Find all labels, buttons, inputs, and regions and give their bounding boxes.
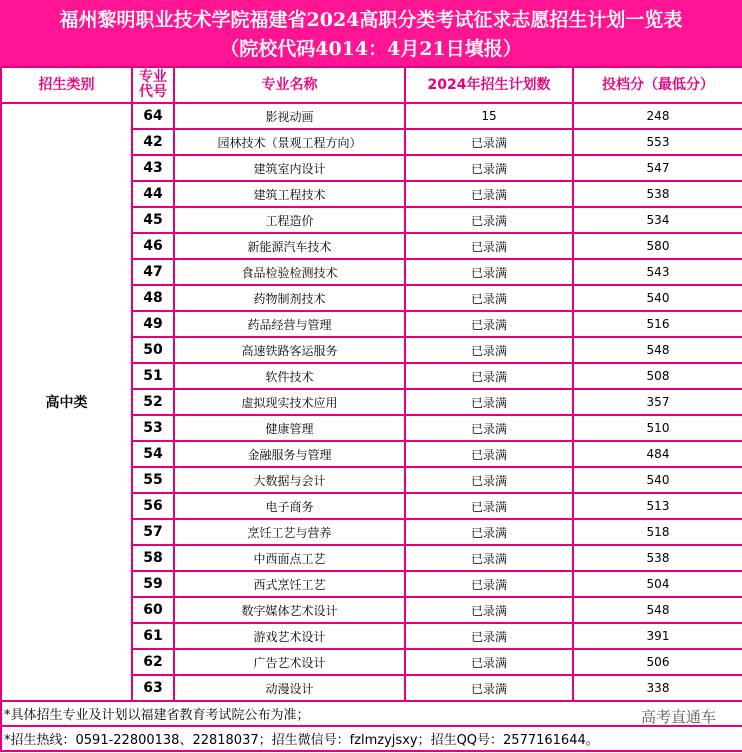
header-name: 专业名称	[174, 67, 405, 103]
code-cell: 52	[132, 389, 174, 415]
name-cell: 西式烹饪工艺	[174, 571, 405, 597]
name-cell: 电子商务	[174, 493, 405, 519]
plan-cell: 已录满	[405, 493, 573, 519]
score-cell: 538	[573, 181, 742, 207]
name-cell: 影视动画	[174, 103, 405, 129]
score-cell: 547	[573, 155, 742, 181]
header-category: 招生类别	[1, 67, 132, 103]
plan-cell: 已录满	[405, 129, 573, 155]
name-cell: 金融服务与管理	[174, 441, 405, 467]
score-cell: 248	[573, 103, 742, 129]
page-subtitle: （院校代码4014：4月21日填报）	[220, 38, 522, 60]
name-cell: 建筑室内设计	[174, 155, 405, 181]
code-cell: 44	[132, 181, 174, 207]
code-cell: 50	[132, 337, 174, 363]
code-cell: 61	[132, 623, 174, 649]
score-cell: 516	[573, 311, 742, 337]
code-cell: 47	[132, 259, 174, 285]
score-cell: 540	[573, 467, 742, 493]
header-plan: 2024年招生计划数	[405, 67, 573, 103]
code-cell: 56	[132, 493, 174, 519]
score-cell: 357	[573, 389, 742, 415]
name-cell: 新能源汽车技术	[174, 233, 405, 259]
score-cell: 338	[573, 675, 742, 701]
name-cell: 药物制剂技术	[174, 285, 405, 311]
plan-cell: 已录满	[405, 181, 573, 207]
score-cell: 510	[573, 415, 742, 441]
name-cell: 游戏艺术设计	[174, 623, 405, 649]
note-2: *招生热线：0591-22800138、22818037；招生微信号：fzlmzyjsxy；招生QQ号：2577161644。	[1, 726, 742, 751]
name-cell: 大数据与会计	[174, 467, 405, 493]
code-cell: 45	[132, 207, 174, 233]
code-cell: 58	[132, 545, 174, 571]
plan-cell: 已录满	[405, 311, 573, 337]
score-cell: 506	[573, 649, 742, 675]
plan-cell: 已录满	[405, 441, 573, 467]
plan-cell: 已录满	[405, 285, 573, 311]
name-cell: 高速铁路客运服务	[174, 337, 405, 363]
note-1: *具体招生专业及计划以福建省教育考试院公布为准；	[1, 701, 742, 726]
header-score: 投档分（最低分）	[573, 67, 742, 103]
name-cell: 中西面点工艺	[174, 545, 405, 571]
table-row	[1, 103, 742, 129]
score-cell: 518	[573, 519, 742, 545]
name-cell: 动漫设计	[174, 675, 405, 701]
code-cell: 46	[132, 233, 174, 259]
score-cell: 484	[573, 441, 742, 467]
name-cell: 虚拟现实技术应用	[174, 389, 405, 415]
plan-cell: 已录满	[405, 363, 573, 389]
name-cell: 广告艺术设计	[174, 649, 405, 675]
code-cell: 54	[132, 441, 174, 467]
plan-cell: 已录满	[405, 259, 573, 285]
code-cell: 51	[132, 363, 174, 389]
plan-cell: 已录满	[405, 207, 573, 233]
score-cell: 538	[573, 545, 742, 571]
plan-cell: 已录满	[405, 337, 573, 363]
page-title: 福州黎明职业技术学院福建省2024高职分类考试征求志愿招生计划一览表	[59, 9, 683, 31]
score-cell: 391	[573, 623, 742, 649]
code-cell: 53	[132, 415, 174, 441]
plan-cell: 已录满	[405, 545, 573, 571]
plan-cell: 已录满	[405, 623, 573, 649]
plan-cell: 15	[405, 103, 573, 129]
code-cell: 57	[132, 519, 174, 545]
score-cell: 513	[573, 493, 742, 519]
name-cell: 数字媒体艺术设计	[174, 597, 405, 623]
plan-cell: 已录满	[405, 233, 573, 259]
score-cell: 508	[573, 363, 742, 389]
name-cell: 园林技术（景观工程方向）	[174, 129, 405, 155]
name-cell: 烹饪工艺与营养	[174, 519, 405, 545]
plan-cell: 已录满	[405, 415, 573, 441]
code-cell: 42	[132, 129, 174, 155]
table-body	[1, 103, 742, 701]
code-cell: 48	[132, 285, 174, 311]
title-band	[0, 0, 742, 66]
header-code	[132, 67, 174, 103]
score-cell: 548	[573, 597, 742, 623]
plan-cell: 已录满	[405, 155, 573, 181]
name-cell: 健康管理	[174, 415, 405, 441]
enrollment-table	[0, 66, 742, 752]
score-cell: 540	[573, 285, 742, 311]
code-cell: 64	[132, 103, 174, 129]
code-cell: 49	[132, 311, 174, 337]
code-cell: 55	[132, 467, 174, 493]
plan-cell: 已录满	[405, 467, 573, 493]
code-cell: 62	[132, 649, 174, 675]
header-code-text: 专业代号	[139, 69, 167, 100]
code-cell: 60	[132, 597, 174, 623]
code-cell: 63	[132, 675, 174, 701]
score-cell: 580	[573, 233, 742, 259]
note-row	[1, 726, 742, 751]
code-cell: 59	[132, 571, 174, 597]
plan-cell: 已录满	[405, 597, 573, 623]
score-cell: 553	[573, 129, 742, 155]
score-cell: 504	[573, 571, 742, 597]
score-cell: 543	[573, 259, 742, 285]
plan-cell: 已录满	[405, 571, 573, 597]
name-cell: 食品检验检测技术	[174, 259, 405, 285]
category-cell: 高中类	[1, 103, 132, 701]
note-row	[1, 701, 742, 726]
code-cell: 43	[132, 155, 174, 181]
plan-cell: 已录满	[405, 519, 573, 545]
name-cell: 工程造价	[174, 207, 405, 233]
plan-cell: 已录满	[405, 389, 573, 415]
score-cell: 548	[573, 337, 742, 363]
name-cell: 软件技术	[174, 363, 405, 389]
watermark: 高考直通车	[640, 708, 716, 726]
plan-cell: 已录满	[405, 675, 573, 701]
plan-cell: 已录满	[405, 649, 573, 675]
table-header-row	[1, 67, 742, 103]
score-cell: 534	[573, 207, 742, 233]
name-cell: 建筑工程技术	[174, 181, 405, 207]
name-cell: 药品经营与管理	[174, 311, 405, 337]
